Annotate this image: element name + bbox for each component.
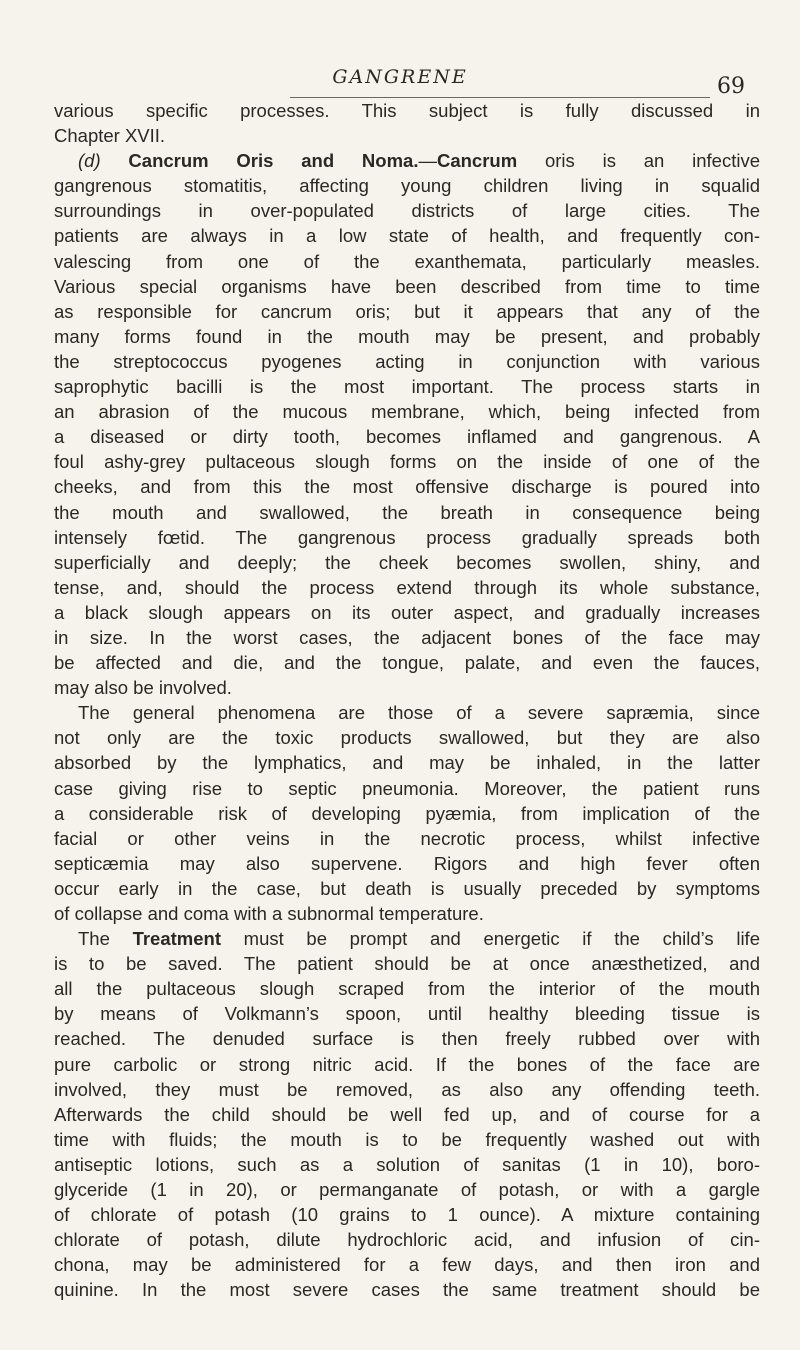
text-run: must be prompt and energetic if the child’s life [220, 928, 760, 950]
text-line [54, 299, 760, 324]
text-line [54, 625, 760, 650]
text-run: various specific processes. This subject is fully discussed in [54, 100, 760, 121]
text-run: surroundings in over-populated districts of large cities. The [54, 200, 760, 222]
running-title: GANGRENE [332, 66, 468, 88]
text-run: saprophytic bacilli is the most important. The process starts in [54, 376, 760, 398]
text-run: a considerable risk of developing pyæmia, from implication of the [54, 802, 760, 824]
paragraph [54, 148, 760, 700]
text-run: case giving rise to septic pneumonia. Moreover, the patient runs [54, 777, 760, 799]
text-run: chlorate of potash, dilute hydrochloric acid, and infusion of cin- [54, 1229, 760, 1251]
text-line [54, 424, 760, 449]
text-run: is to be saved. The patient should be at once anæsthetized, and [54, 953, 760, 975]
text-run: may also be involved. [54, 677, 232, 699]
text-run: the mouth and swallowed, the breath in consequence being [54, 501, 760, 523]
text-line [54, 1177, 760, 1202]
text-line [54, 449, 760, 474]
text-run: cheeks, and from this the most offensive discharge is poured into [54, 476, 760, 498]
text-line [54, 675, 760, 700]
text-line [54, 1077, 760, 1102]
text-run: by means of Volkmann’s spoon, until healthy bleeding tissue is [54, 1003, 760, 1025]
text-line [54, 876, 760, 901]
text-run: Afterwards the child should be well fed up, and of course for a [54, 1103, 760, 1125]
text-line [54, 976, 760, 1001]
text-run: all the pultaceous slough scraped from the interior of the mouth [54, 978, 760, 1000]
text-run: valescing from one of the exanthemata, particularly measles. [54, 250, 760, 272]
text-line [54, 349, 760, 374]
text-run: foul ashy-grey pultaceous slough forms on the inside of one of the [54, 451, 760, 473]
text-line [54, 98, 760, 123]
text-run: Various special organisms have been described from time to time [54, 275, 760, 297]
text-run: of chlorate of potash (10 grains to 1 ounce). A mixture containing [54, 1204, 760, 1226]
paragraph [54, 926, 760, 1302]
text-run: as responsible for cancrum oris; but it appears that any of the [54, 300, 760, 322]
text-run: not only are the toxic products swallowed, but they are also [54, 727, 760, 749]
text-line [54, 901, 760, 926]
paragraph [54, 98, 760, 148]
text-line [54, 725, 760, 750]
run-heading: Treatment [132, 928, 221, 950]
text-run: patients are always in a low state of health, and frequently con- [54, 225, 760, 247]
text-run: facial or other veins in the necrotic process, whilst infective [54, 827, 760, 849]
text-run: Chapter XVII. [54, 125, 166, 147]
text-run: septicæmia may also supervene. Rigors and high fever often [54, 852, 760, 874]
text-line [54, 600, 760, 625]
text-line [54, 148, 760, 173]
text-line [54, 951, 760, 976]
text-line [54, 700, 760, 725]
text-run: involved, they must be removed, as also any offending teeth. [54, 1078, 760, 1100]
text-run: time with fluids; the mouth is to be frequently washed out with [54, 1128, 760, 1150]
run-italic: (d) [78, 150, 129, 172]
text-line [54, 801, 760, 826]
text-line [54, 575, 760, 600]
text-run: a diseased or dirty tooth, becomes inflamed and gangrenous. A [54, 426, 760, 448]
text-line [54, 1277, 760, 1302]
text-line [54, 1252, 760, 1277]
text-line [54, 650, 760, 675]
text-run: many forms found in the mouth may be present, and probably [54, 325, 760, 347]
text-run: an abrasion of the mucous membrane, which, being infected from [54, 401, 760, 423]
text-run: — [418, 150, 437, 172]
run-heading: Cancrum [436, 150, 518, 172]
text-line [54, 1026, 760, 1051]
text-line [54, 826, 760, 851]
text-line [54, 223, 760, 248]
text-run: in size. In the worst cases, the adjacent bones of the face may [54, 626, 760, 648]
text-line [54, 500, 760, 525]
text-line [54, 123, 760, 148]
text-line [54, 274, 760, 299]
text-line [54, 1052, 760, 1077]
text-line [54, 851, 760, 876]
text-run: superficially and deeply; the cheek becomes swollen, shiny, and [54, 551, 760, 573]
text-run: antiseptic lotions, such as a solution of sanitas (1 in 10), boro- [54, 1153, 760, 1175]
text-line [54, 1152, 760, 1177]
text-run: oris is an infective [517, 150, 760, 172]
text-line [54, 198, 760, 223]
text-run: reached. The denuded surface is then freely rubbed over with [54, 1028, 760, 1050]
text-run: intensely fœtid. The gangrenous process gradually spreads both [54, 526, 760, 548]
text-run: The [78, 928, 133, 950]
text-run: glyceride (1 in 20), or permanganate of potash, or with a gargle [54, 1179, 760, 1201]
text-run: a black slough appears on its outer aspect, and gradually increases [54, 601, 760, 623]
text-run: The general phenomena are those of a severe sapræmia, since [78, 702, 760, 724]
text-line [54, 1202, 760, 1227]
text-run: pure carbolic or strong nitric acid. If the bones of the face are [54, 1053, 760, 1075]
text-line [54, 399, 760, 424]
page-number: 69 [717, 74, 745, 99]
text-line [54, 173, 760, 198]
text-line [54, 1227, 760, 1252]
text-run: chona, may be administered for a few days, and then iron and [54, 1254, 760, 1276]
text-line [54, 1102, 760, 1127]
text-run: gangrenous stomatitis, affecting young children living in squalid [54, 175, 760, 197]
text-run: be affected and die, and the tongue, palate, and even the fauces, [54, 652, 760, 674]
text-line [54, 525, 760, 550]
text-line [54, 324, 760, 349]
text-run: tense, and, should the process extend through its whole substance, [54, 576, 760, 598]
text-line [54, 550, 760, 575]
text-run: absorbed by the lymphatics, and may be inhaled, in the latter [54, 752, 760, 774]
run-heading: Cancrum Oris and Noma. [128, 150, 419, 172]
text-run: occur early in the case, but death is usually preceded by symptoms [54, 877, 760, 899]
text-line [54, 750, 760, 775]
body-text [54, 98, 760, 1303]
text-line [54, 1127, 760, 1152]
running-head [0, 66, 800, 99]
text-line [54, 776, 760, 801]
paragraph [54, 700, 760, 926]
text-line [54, 1001, 760, 1026]
text-run: quinine. In the most severe cases the same treatment should be [54, 1279, 760, 1301]
text-run: of collapse and coma with a subnormal temperature. [54, 903, 484, 924]
text-line [54, 249, 760, 274]
text-line [54, 474, 760, 499]
text-run: the streptococcus pyogenes acting in conjunction with various [54, 350, 760, 372]
text-line [54, 374, 760, 399]
text-line [54, 926, 760, 951]
